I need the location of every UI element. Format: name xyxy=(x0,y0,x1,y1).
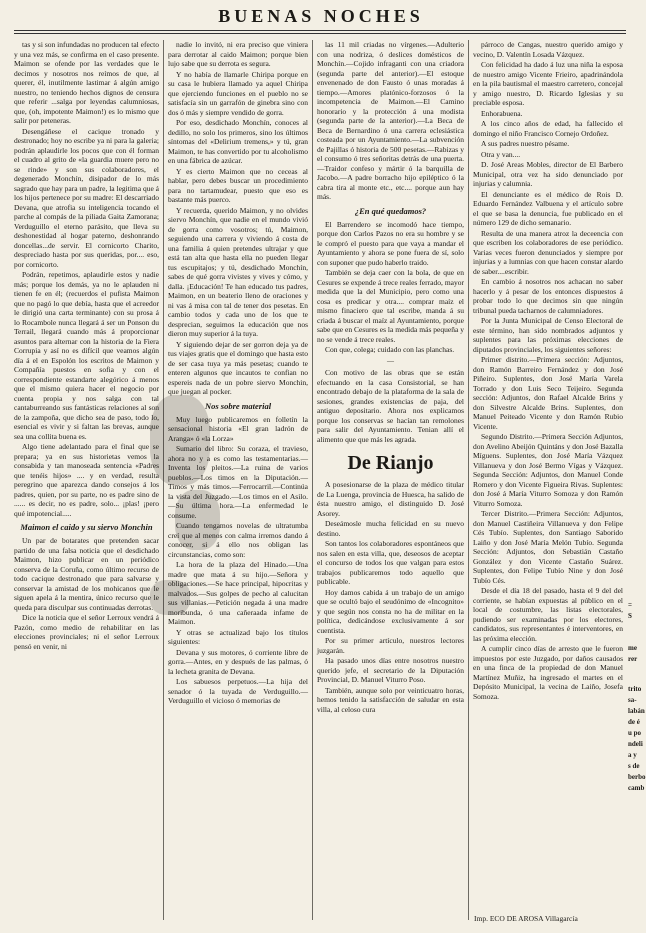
paragraph: Con felicidad ha dado á luz una niña la esposa de nuestro amigo Vicente Frieiro, apadrinándola en la pila bautismal el maestro carretero, concejal y amigo nuestro, D. Ricardo Iglesias y su preciable esposa. xyxy=(473,60,623,107)
paragraph: Ha pasado unos días entre nosotros nuestro querido jefe, el secretario de la Diputación Provincial, D. Manuel Viturro Poso. xyxy=(317,656,464,684)
ink-smudge xyxy=(150,395,210,485)
masthead-rule-top xyxy=(14,30,626,31)
paragraph: Un par de botarates que pretenden sacar partido de una falsa noticia que el desdichado Maimon, hizo publicar en un periódico conserva de la Coruña, como último recurso de todo cacique destronado que para salvarse y conservar la amistad de los mohicanos que le siguen apela á la mentira, único recurso que le queda para disculpar sus continuadas derrotas. xyxy=(14,536,159,612)
edge-fragment: de é xyxy=(628,718,640,726)
edge-fragment: sa- xyxy=(628,696,637,704)
ink-smudge xyxy=(150,580,190,615)
paragraph: Dice la noticia que el señor Lerroux vendrá á Pazón, como medio de rehabilitar en las elecciones provinciales; ni el señor Lerroux pensó en venir, ni xyxy=(14,613,159,651)
section-heading-rianjo: De Rianjo xyxy=(347,452,434,474)
paragraph: El Barrendero se incomodó hace tiempo, porque don Carlos Pazos no era su hombre y se le compró el puesto para que vaya a mandar el Ayuntamiento y ahora se pone fuera de sí, solo con suponer que pudo haberlo traido. xyxy=(317,219,464,267)
paragraph: A sus padres nuestro pésame. xyxy=(481,139,570,148)
paragraph: Otra y van.... xyxy=(481,149,521,159)
paragraph: Enhorabuena. xyxy=(481,108,523,118)
edge-fragment: camb xyxy=(628,784,645,792)
paragraph: nadie lo invitó, ni era preciso que viniera para derrotar al caido Maimon; porque bien lujo sabe que su derrota es segura. xyxy=(168,40,308,68)
edge-fragment: rer xyxy=(628,655,638,663)
edge-fragment: a y xyxy=(628,751,637,759)
paragraph: Y es cierto Maimon que no ceceas al hablar, pero debes buscar un procedimiento para no tartamudear, puesto que eso es bastante más puerco. xyxy=(168,166,308,204)
separator: — xyxy=(387,356,394,365)
column-1 xyxy=(14,40,159,920)
paragraph: Sumario del libro: Su coraza, el travieso, ahora no y a es como las testamentarias.—Inventa los pleitos.—La ruina de varios pueblos.—Los timos en la Diputación.—Timos y más timos.—Ferrocarril.—Continúa la vista del Juzgado.—Los timos en el Asilo.—Su última hora.—La enfermedad le consume. xyxy=(168,444,308,520)
paragraph: D. José Areas Mobles, director de El Barbero Municipal, otra vez ha sido denunciado por injurias y calumnia. xyxy=(473,160,623,188)
paragraph: Cuando tengamos novelas de ultratumba creí que al menos con calma irremos dando á conocer, si á ello nos obligan las circunstancias, como son: xyxy=(168,521,308,559)
paragraph: Por la Junta Municipal de Censo Electoral de este término, han sido nombrados adjuntos y suplentes para las próximas elecciones de diputados provinciales, los siguientes señores: xyxy=(473,316,623,354)
paragraph: Con motivo de las obras que se están efectuando en la casa Consistorial, se han encontrado debajo de la plataforma de la sala de sesiones, grandes existencias de paja, del antiguo depositario. Ahora nos explicamos porque los conservas se hacían tan remolones para salir del Ayuntamiento. Tenian allí el alimento que que más les agrada. xyxy=(317,368,464,444)
edge-fragment: s de xyxy=(628,762,640,770)
paragraph: Por su primer artículo, nuestros lectores juzgarán. xyxy=(317,636,464,655)
paragraph: El denunciante es el médico de Rois D. Eduardo Fernández Valbuena y el artículo sobre el que se basa la denuncia, fue publicado en el número 129 de dicho semanario. xyxy=(473,189,623,227)
edge-fragment: berbo xyxy=(628,773,646,781)
article-heading: Nos sobre material xyxy=(204,400,272,411)
paragraph: Segundo Distrito.—Primera Sección Adjuntos, don Avelino Abeijón Quintáns y don José Bazalla Míguens. Suplentes, don José María Vázquez Villanueva y don José Bermo Vígas y Vázquez. Segunda Sección: Adjuntos, don Manuel Conde Romero y don Vicente Figueira Rivas. Suplentes: don José á María Viturro Somoza y don Ramón Viturro Somoza. xyxy=(473,432,623,508)
printer-imprint: Imp. ECO DE AROSA Villagarcía xyxy=(474,914,578,923)
column-divider xyxy=(312,40,313,920)
paragraph: A posesionarse de la plaza de médico titular de La Luenga, provincia de Huesca, ha salido de ésta nuestro amigo, el distinguido D. José Asorey. xyxy=(317,480,464,518)
paragraph: Devana y sus motores, ó corriente libre de gorra.—Antes, en y después de las palmas, ó la lecheta granita de Devana. xyxy=(168,647,308,676)
paragraph: La hora de la plaza del Hinado.—Una madre que mata á su hijo.—Señora y obligaciones.—Se hace principal, hipocritas y malvados.—Sus golpes de pecho al calucitan sus villanias.—Petición negada á una madre moribunda, ó una cañeraada infame de Maimon. xyxy=(168,560,308,626)
masthead-rule-bottom xyxy=(14,33,626,34)
edge-fragment: S xyxy=(628,612,632,620)
column-4 xyxy=(473,40,623,920)
paragraph: Hoy damos cabida á un trabajo de un amigo que se ocultó bajo el seudónimo de «Incognito» y que según nos consta no ha de militar en la política, dedicándose exclusivamente á sor cuentista. xyxy=(317,587,464,635)
paragraph: Deseámosle mucha felicidad en su nuevo destino. xyxy=(317,519,464,538)
paragraph: Desengáñese el cacique tronado y destronado; hoy no escribe ya ni para la galeria; podrán aplaudirle los pocos que con él forman el cuadro al grito de «la guardia muere pero no se rinde» y son sus colaboradores, el degenerado Monchín, disipador de lo más sagrado que hay para un padre, la legitima que á los hijos pertenece por su madre: El descarriado Devana, que atrofia su inteligencia tocando el parche al compás de la piliada Gaita Zamorana; Verduguillo el eterno parásito, que lleva su deshonestidad al hogar paterno, deshonrando doncellas...de servir. El cornicorto Charito, despreciado hasta por sus queridas, por.... eso, por cornicorto. xyxy=(14,126,159,269)
column-divider xyxy=(468,40,469,920)
column-3 xyxy=(317,40,464,920)
ink-smudge xyxy=(175,490,220,550)
paragraph: Y siguiendo dejar de ser gorron deja ya de tus viajes gratis que el domingo que hasta esto de ser casa tuya ya más pesetas; cuando te enteren algunos que incautos te confian no espereis nada de un pobre siervo Monchin, que juegan al pocker. xyxy=(168,339,308,396)
edge-fragment: ndeli xyxy=(628,740,643,748)
paragraph: También se deja caer con la bola, de que en Cesures se expende á trece reales ferrado, mayor medida que la del Municipio, pero como una cosa es predicar y otra.... comprar maíz el mismo finaciero que tal escribe, manda á su criada á buscar el maíz al Ayuntamiento, porque sabe que en Cesures es la medida más pequeña y no se vende á trece reales. xyxy=(317,268,464,344)
paragraph: Son tantos los colaboradores espontáneos que nos salen en esta villa, que, deseosos de aceptar el concurso de todos los que valgan para estos trabajos publicaremos todo aquello que publicable. xyxy=(317,539,464,586)
paragraph: las 11 mil criadas no vírgenes.—Adulterio con una nodriza, ó deslices domésticos de Monchín.—Cojido infraganti con una criadora (segunda parte del anterior).—El estoque envenenado de don Fausto ó unas moradas á tiempo.—Amores platónico-forzosos ó la incompetencia de Maimon.—El Camino honorario y la protección á una modista (segunda parte de la anterior).—La Beca de Beca de Bernardino ó una carrera eclesiástica costeada por un Ayuntamiento.—La subvención de Pajillas ó historia de 500 pesetas.—Rabizas y el consumo ó tres señoritas detrás de una puerta.—Traidor confeso y mártir ó la barquilla de Jacobo.—A padre borracho hijo epiléptico ó la cabra tira al monte etc., etc.... porque aun hay más. xyxy=(317,40,464,201)
paragraph: Con que, colega; cuidado con las planchas. xyxy=(325,345,455,354)
edge-fragment: labán xyxy=(628,707,645,715)
article-heading: Maimon el caido y su siervo Monchin xyxy=(20,522,153,532)
paragraph: A cumplir cinco días de arresto que le fueron impuestos por este Juzgado, por daños causados en una finca de la propiedad de don Manuel Martínez Muñiz, ha ingresado el martes en el Depósito Municipal, la vecina de Laiño, Josefa Somoza. xyxy=(473,644,623,701)
paragraph: Y otras se actualizad bajo los títulos siguientes: xyxy=(168,627,308,646)
paragraph: Desde el día 18 del pasado, hasta el 9 del del corriente, se habían expuestas al público en el local de costumbre, las listas electorales, pudiendo ser examinadas por los electores, candidatos, sus representantes é interventores, en las próxima elección. xyxy=(473,586,623,643)
paragraph: Y recuerda, querido Maimon, y no olvides siervo Monchín, que nadie en el mundo vivió de gorra como vosotros; tú, Maimon, seguiendo una carrera y viviendo á costa de una familia á quien pretendes ultrajar y que está tan alta que hasta ella no pueden llegar tus escupitajos; y tú, desdichado Monchín, sabes de qué gorra vivistes y vives y cómo, y dalla. ¡Educación! Te han educado tus padres, Maimon, en un beaterio lleno de oraciones y ni vas á misa con tal de tener dos pesetas. En cambio todos y cada uno de los que te desprecian, seguimos la educación que nos dieron muy superior á la tuya. xyxy=(168,205,308,338)
paragraph: Muy luego publicaremos en folletín la sensacional historia «El gran ladrón de Aranga» ó «la Lorza» xyxy=(168,414,308,443)
paragraph: Tercer Distrito.—Primera Sección: Adjuntos, don Manuel Castiñeira Villanueva y don Felipe Cés Tubío. Suplentes, don Santiago Saborido Laiño y don José María Melón Tubío. Segunda Sección: Adjuntos, don Sebastián Castaño González y don Vicente Castaño Suárez. Suplentes, don Felipe Tubío Nine y don José Tubío Cés. xyxy=(473,509,623,585)
edge-fragment: trito xyxy=(628,685,642,693)
masthead: BUENAS NOCHES xyxy=(218,6,424,26)
paragraph: También, aunque solo por veinticuatro horas, hemos tenido la satisfacción de saludar en esta villa, al celoso cura xyxy=(317,685,464,714)
edge-fragment: me xyxy=(628,644,637,652)
paragraph: En cambio á nosotros nos achacan no saber hacerlo y á pesar de los entonces dispuestos á probar todo lo que decimos sin que ningún tribunal pueda tacharnos de calumniadores. xyxy=(473,277,623,315)
paragraph: Los sabuesos perpetuos.—La hija del senador ó la tuyada de Verduguillo.—Verduguillo el vicioso ó memorias de xyxy=(168,677,308,705)
paragraph: Podrán, repetimos, aplaudirle estos y nadie más; porque los demás, ya no le aplauden ni tienen fe en él; (recuerdos el pufista Maimon que no pagó lo que debía, hasta que el acreedor le dirigió una carta terminante) con su prosa á lo Rocambole nunca llegará á ser un Ponson du Terrail, llegará cuando más á proporcionar asuntos para alternar con la historia de la Fiera Corrupia y así no es difícil que veamos algún día á el en Espolón los escritos de Maimon y Compañía puestos en sofia y con el correspondiente estandarte alegórico á menos que el mismo quiera hacer el negocio por cuenta propia y nos salga con tal cantaburreando sus fantásticas relaciones al son de la zampoña, que dicho sea de paso, todo lo, esencial es vivir y si faltan las brevas, aunque sea una collita buena es. xyxy=(14,270,159,441)
paragraph: Resulta de una manera atroz la deceencia con que escriben los colaboradores de ese periódico. Varias veces fueron denunciados y siempre por injurias y a lumnias con que hacen constar alardo de saber....escribir. xyxy=(473,228,623,276)
paragraph: Primer distrito.—Primera sección: Adjuntos, don Ramón Barreiro Fernández y don José Piñeiro. Suplentes, don José María Varela Torrado y don Luis Seco Teijeiro. Segunda sección: Adjuntos, don Rafael Alcalde Brins y don Silvestre Alcalde Brins. Suplentes, don Manuel Peiteado Vicente y don Ramón Rubio Vicente. xyxy=(473,355,623,431)
edge-fragment: u po xyxy=(628,729,642,737)
paragraph: Y no había de llamarle Chiripa porque en su casa le hubiera llamado ya aquel Chiripa que ejerciendo funciones en el pueblo no se satisfacía sin un garrafón de ginebra sino con dos ó más y siempre vendido de gorra. xyxy=(168,69,308,117)
paragraph: Algo tiene adelantado para el final que se prepara; ya en sus historietas vemos la consabida y tan manoseada sentencia «Padres que tenéis hijos» .... y en verdad, resulta peregrino que aparezca dando consejos á los padres, quien, por su parte, no es padre sino de ...... es decir, no es padre, solo... ¡plas! ¡pero qué impotencial..... xyxy=(14,442,159,518)
edge-fragment: = xyxy=(628,601,632,609)
paragraph: A los cinco años de edad, ha fallecido el domingo el niño Francisco Cornejo Ordoñez. xyxy=(473,119,623,138)
paragraph: Por eso, desdichado Monchín, conoces al dedillo, no solo los primeros, sino los últimos síntomas del «Delirium tremens,» y tú, gran Maimon, te has convertido por tu alcoholismo en una fábrica de azúcar. xyxy=(168,118,308,165)
paragraph: tas y si son infundadas no producen tal efecto y una vez más, se confirma en el caso presente. Maimon se ofende por las verdades que le decimos y nosotros nos reímos de que, al querer, él, inutilmente lastimar á algún amigo nuestro, no teniendo hechos dignos de censura que referir ...salga por leyendas calumniosas, que, (oh, impotente Maimon!) es lo mismo que salir por peteneras. xyxy=(14,40,159,125)
adjacent-page-edge xyxy=(628,40,646,794)
article-heading: ¿En qué quedamos? xyxy=(354,205,427,216)
paragraph: párroco de Cangas, nuestro querido amigo y vecino, D. Valentín Losada Vázquez. xyxy=(473,40,623,59)
